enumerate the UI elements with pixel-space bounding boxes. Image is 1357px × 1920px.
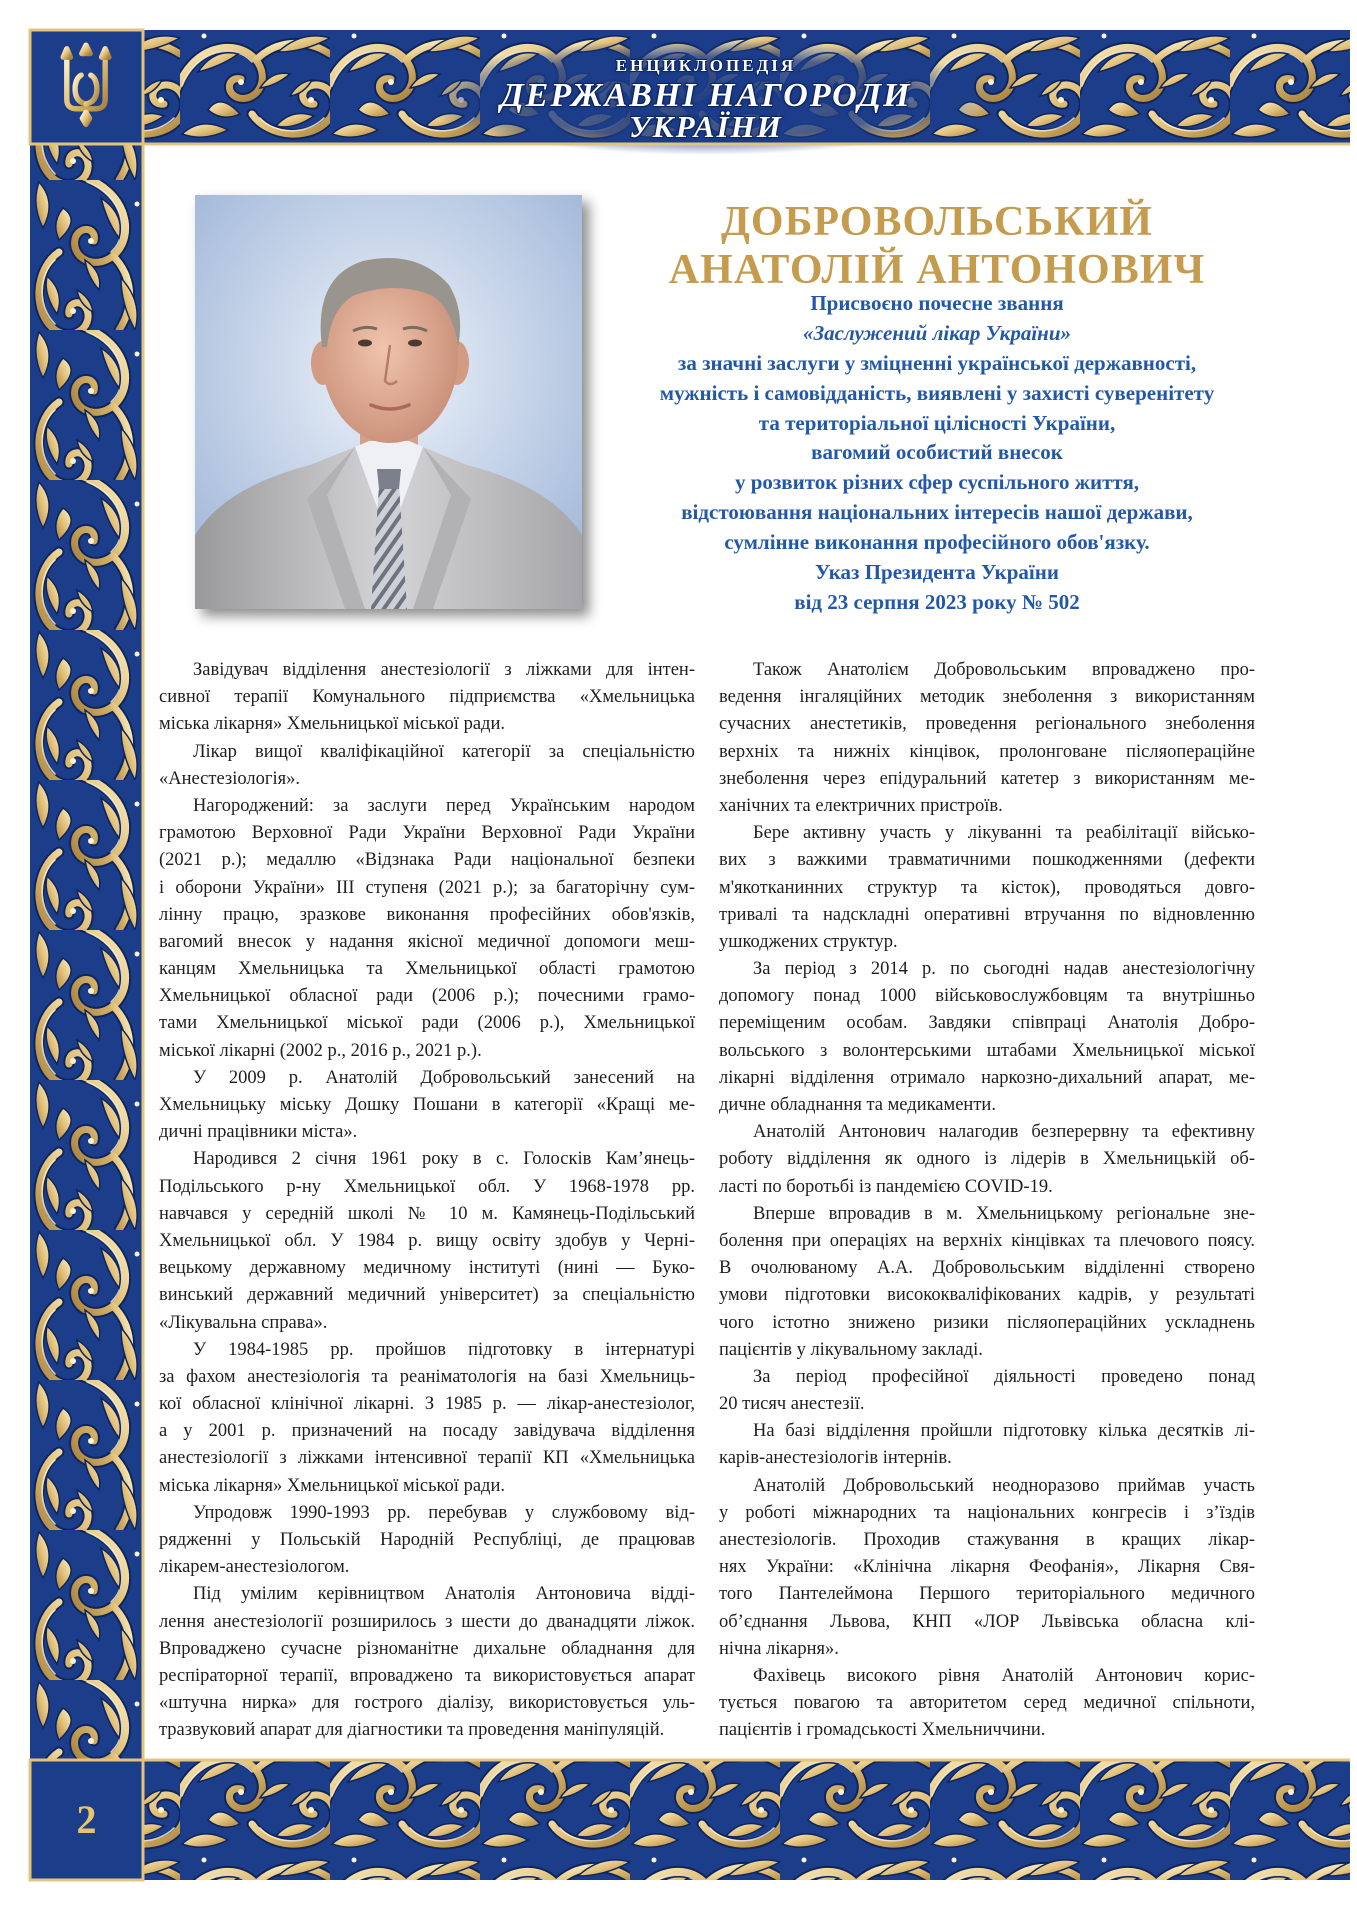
text-line: На базі відділення пройшли підготовку кілька десятків лі- [753, 1421, 1255, 1442]
text-line: вольського з волонтерськими штабами Хмельницької міської [719, 1040, 1255, 1061]
text-line: знеболення через епідуральний катетер з використанням ме- [719, 768, 1255, 789]
portrait-photo [195, 195, 582, 609]
paragraph [719, 1473, 1255, 1663]
award-text-line: мужність і самовідданість, виявлені у захисті суверенітету [659, 380, 1215, 405]
text-line: Фахівець високого рівня Анатолій Антонович корис- [753, 1665, 1255, 1686]
award-text-line: вагомий особистий внесок [811, 440, 1063, 465]
paragraph [159, 739, 695, 793]
text-line: верхніх та нижніх кінцівок, пролонговане післяопераційне [719, 741, 1255, 762]
text-line: міська лікарня» Хмельницької міської ради. [159, 714, 505, 735]
text-line: м'якотканинних структур та кісток), проводяться довго- [719, 877, 1255, 898]
text-line: Завідувач відділення анестезіології з ліжками для інтен- [193, 660, 695, 680]
text-line: допомогу понад 1000 військовослужбовцям та внутрішньо [719, 986, 1255, 1007]
award-text-line: «Заслужений лікар України» [803, 320, 1071, 345]
text-line: Хмельницьку міську Дошку Пошани в категорії «Кращі ме- [159, 1095, 695, 1115]
award-text-line: відстоювання національних інтересів нашої держави, [681, 500, 1193, 525]
text-line: В очолюваному А.А. Добровольським відділенні створено [719, 1258, 1255, 1279]
award-text-line: від 23 серпня 2023 року № 502 [794, 589, 1080, 614]
paragraph [159, 1065, 695, 1147]
text-line: сивної терапії Комунального підприємства «Хмельницька [159, 687, 695, 708]
text-line: міської лікарні (2002 р., 2016 р., 2021 р.). [159, 1040, 482, 1061]
paragraph [719, 1364, 1255, 1418]
text-line: «штучна нирка» для гострого діалізу, використовується уль- [159, 1693, 695, 1714]
text-line: тривалі та надскладні оперативні втручання по відновленню [719, 904, 1255, 925]
text-line: анестезіологів. Проходив стажування в кращих лікар- [719, 1530, 1255, 1550]
paragraph [159, 1581, 695, 1744]
text-line: карів-анестезіологів інтернів. [719, 1448, 952, 1469]
text-line: рядженні у Польській Народній Республіці, де працював [159, 1530, 695, 1550]
text-line: лення анестезіології розширилось з шести до дванадцяти ліжок. [159, 1611, 695, 1632]
person-name [600, 198, 1274, 294]
text-line: тразвуковий апарат для діагностики та проведення маніпуляцій. [159, 1720, 665, 1741]
paragraph [159, 793, 695, 1065]
text-line: міська лікарня» Хмельницької міської ради. [159, 1475, 505, 1496]
person-given-names: АНАТОЛІЙ АНТОНОВИЧ [668, 247, 1206, 293]
text-line: Також Анатолієм Добровольським впроваджено про- [753, 660, 1255, 680]
award-citation [600, 289, 1274, 618]
text-line: Подільського р-ну Хмельницької обл. У 1968-1978 рр. [159, 1176, 695, 1197]
award-text-line: сумлінне виконання професійного обов'язку. [724, 530, 1150, 555]
text-line: ласті по боротьбі із пандемією COVID-19. [719, 1176, 1053, 1197]
text-line: 20 тисяч анестезії. [719, 1394, 865, 1415]
text-line: ханічних та електричних пристроїв. [719, 795, 1003, 816]
text-line: сучасних анестетиків, проведення регіонального знеболення [719, 714, 1255, 735]
text-line: Анатолій Антонович налагодив безперервну та ефективну [753, 1122, 1255, 1143]
text-line: анестезіології з ліжками інтенсивної терапії КП «Хмельницька [159, 1448, 695, 1469]
paragraph [719, 657, 1255, 820]
text-line: дичні працівники міста». [159, 1122, 358, 1143]
text-line: навчався у середній школі № 10 м. Камянець-Подільський [159, 1203, 695, 1224]
paragraph [719, 820, 1255, 956]
text-line: пацієнтів у лікувальному закладі. [719, 1339, 983, 1360]
text-line: нях України: «Клінічна лікарня Феофанія», Лікарня Свя- [719, 1557, 1255, 1578]
text-line: Бере активну участь у лікуванні та реабілітації військо- [753, 823, 1255, 844]
text-line: роботу відділення як одного із лідерів в Хмельницькій об- [719, 1149, 1255, 1170]
text-line: нічна лікарня». [719, 1638, 839, 1659]
text-line: тами Хмельницької міської ради (2006 р.), Хмельницької [159, 1013, 695, 1034]
award-text-line: Указ Президента України [815, 560, 1059, 585]
text-line: кої обласної клінічної лікарні. З 1985 р. — лікар-анестезіолог, [159, 1394, 695, 1415]
text-line: Нагороджений: за заслуги перед Українським народом [193, 795, 695, 816]
text-line: Під умілим керівництвом Анатолія Антоновича відді- [193, 1584, 695, 1605]
text-line: (2021 р.); медаллю «Відзнака Ради національної безпеки [159, 850, 695, 871]
text-line: грамотою Верховної Ради України Верховної Ради України [159, 823, 695, 844]
award-text-line: Присвоєно почесне звання [810, 291, 1064, 315]
text-line: вагомий внесок у надання якісної медичної допомоги меш- [159, 931, 695, 952]
text-line: «Лікувальна справа». [159, 1312, 328, 1333]
text-line: лікарні відділення отримало наркозно-дихальний апарат, ме- [719, 1067, 1255, 1088]
text-line: У 1984-1985 рр. пройшов підготовку в інтернатурі [193, 1339, 695, 1360]
text-line: Анатолій Добровольський неодноразово приймав участь [753, 1475, 1255, 1496]
text-line: вих з важкими травматичними пошкодженнями (дефекти [719, 850, 1255, 871]
text-line: у роботі міжнародних та національних конгресів і з’їздів [719, 1502, 1255, 1523]
text-line: Хмельницької обл. У 1984 р. вищу освіту здобув у Черні- [159, 1230, 695, 1251]
publication-title: ДЕРЖАВНІ НАГОРОДИ [500, 77, 912, 114]
text-line: Хмельницької обласної ради (2006 р.); почесними грамо- [159, 986, 695, 1007]
text-line: лікарем-анестезіологом. [159, 1557, 350, 1578]
text-line: чого істотно знижено ризики післяопераційних ускладнень [719, 1312, 1255, 1333]
left-ornament-strip [30, 144, 143, 1760]
award-text-line: за значні заслуги у зміцненні української державності, [677, 350, 1197, 375]
text-line: За період з 2014 р. по сьогодні надав анестезіологічну [753, 959, 1255, 980]
text-line: Вперше впровадив в м. Хмельницькому регіональне зне- [753, 1203, 1255, 1224]
text-line: За період професійної діяльності проведено понад [753, 1366, 1255, 1387]
paragraph [719, 1119, 1255, 1201]
paragraph [159, 1500, 695, 1582]
paragraph [719, 956, 1255, 1119]
encyclopedia-label: ЕНЦИКЛОПЕДІЯ [615, 56, 797, 75]
text-line: і оборони України» III ступеня (2021 р.); за багаторічну сум- [159, 877, 695, 898]
column-left [159, 657, 695, 1745]
paragraph [159, 657, 695, 739]
text-line: Упродовж 1990-1993 рр. перебував у службовому від- [193, 1502, 695, 1523]
person-surname: ДОБРОВОЛЬСЬКИЙ [721, 199, 1153, 245]
text-line: дичне обладнання та медикаменти. [719, 1095, 996, 1115]
paragraph [719, 1418, 1255, 1472]
paragraph [719, 1201, 1255, 1364]
text-line: респіраторної терапії, впроваджено та використовується апарат [159, 1665, 695, 1686]
text-line: того Пантелеймона Першого територіального медичного [719, 1584, 1255, 1605]
text-line: за фахом анестезіологія та реаніматологія на базі Хмельниць- [159, 1366, 695, 1387]
bottom-ornament-strip [30, 1760, 1350, 1880]
column-right [719, 657, 1255, 1745]
text-line: ушкоджених структур. [719, 931, 898, 952]
text-line: вецькому державному медичному інституті (нині — Буко- [159, 1258, 695, 1279]
text-line: пацієнтів і громадськості Хмельниччини. [719, 1720, 1046, 1741]
text-line: переміщеним особам. Завдяки співпраці Анатолія Добро- [719, 1013, 1255, 1034]
text-line: канцям Хмельницька та Хмельницької області грамотою [159, 959, 695, 980]
text-line: об’єднання Львова, КНП «ЛОР Львівська обласна клі- [719, 1611, 1255, 1632]
text-line: У 2009 р. Анатолій Добровольський занесений на [193, 1067, 695, 1088]
text-line: лінну працю, зразкове виконання професійних обов'язків, [159, 904, 695, 925]
text-line: винський державний медичний університет) за спеціальністю [159, 1285, 695, 1306]
text-line: умови підготовки висококваліфікованих кадрів, у результаті [719, 1285, 1255, 1306]
award-text-line: у розвиток різних сфер суспільного життя, [734, 470, 1140, 495]
text-line: тується повагою та авторитетом серед медичної спільноти, [719, 1693, 1255, 1714]
award-text-line: та територіальної цілісності України, [758, 410, 1116, 435]
paragraph [159, 1146, 695, 1336]
text-line: болення при операціях на верхніх кінцівках та плечового поясу. [719, 1230, 1255, 1251]
publication-subtitle: УКРАЇНИ [629, 109, 783, 144]
text-line: «Анестезіологія». [159, 768, 300, 789]
page-number: 2 [76, 1797, 97, 1842]
paragraph [159, 1337, 695, 1500]
text-line: Народився 2 січня 1961 року в с. Голосків Кам’янець- [193, 1149, 695, 1170]
text-line: Впроваджено сучасне різноманітне дихальне обладнання для [159, 1638, 695, 1659]
text-line: ведення інгаляційних методик знеболення з використанням [719, 687, 1255, 708]
text-line: Лікар вищої кваліфікаційної категорії за спеціальністю [193, 741, 695, 762]
paragraph [719, 1663, 1255, 1745]
text-line: а у 2001 р. призначений на посаду завідувача відділення [159, 1421, 695, 1442]
